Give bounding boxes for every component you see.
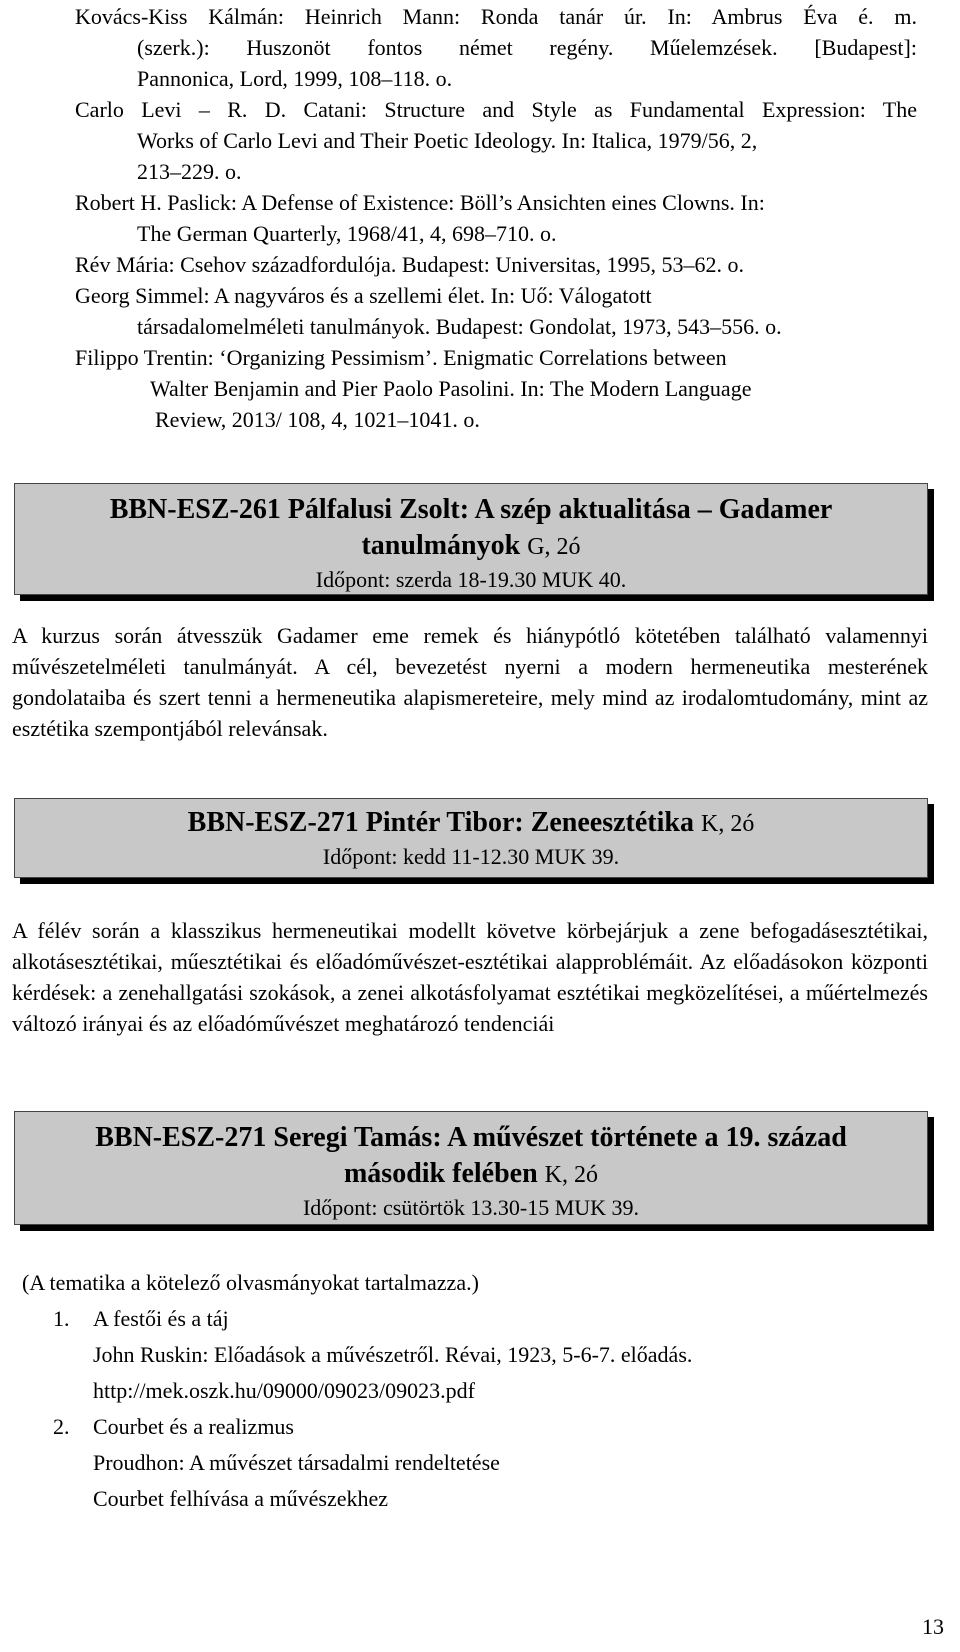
course-code: G, 2ó <box>527 534 581 560</box>
course-title-line-1: BBN-ESZ-271 Seregi Tamás: A művészet története a 19. század <box>95 1122 847 1153</box>
bib-entry-1-line-2: (szerk.): Huszonöt fontos német regény. Műelemzések. [Budapest]: <box>137 35 917 60</box>
course-time: Időpont: szerda 18-19.30 MUK 40. <box>315 567 627 592</box>
bib-entry-2-line-3: 213–229. o. <box>137 159 242 184</box>
course-time: Időpont: kedd 11-12.30 MUK 39. <box>322 844 620 869</box>
course-code: K, 2ó <box>544 1162 599 1188</box>
bib-entry-6-line-2: Walter Benjamin and Pier Paolo Pasolini. In: The Modern Language <box>150 376 752 401</box>
course-description-gadamer: A kurzus során átvesszük Gadamer eme remek és hiánypótló kötetében található valamennyi művészetelméleti tanulmányát. A cél, bevezetést nyerni a modern hermeneutika mesterének gondolataiba és szert tenni a hermeneutika alapismereteire, mely mind az irodalomtudomány, mint az esztétika szempontjából relevánsak. <box>12 623 928 741</box>
bib-entry-4-line-1: Rév Mária: Csehov századfordulója. Budapest: Universitas, 1995, 53–62. o. <box>75 252 745 277</box>
bib-entry-6-line-3: Review, 2013/ 108, 4, 1021–1041. o. <box>155 407 480 432</box>
course-title-line-2-text: második felében <box>343 1158 538 1189</box>
course-description-zeneesztetika: A félév során a klasszikus hermeneutikai modellt követve körbejárjuk a zene befogadásesztétikai, alkotásesztétikai, műesztétikai és előadóművészet-esztétikai alapproblémáit. Az előadásokon központi kérdések: a zenehallgatási szokások, a zenei alkotásfolyamat esztétikai megközelítései, a műértelmezés változó irányai és az előadóművészet meghatározó tendenciái <box>12 918 928 1036</box>
course-time: Időpont: csütörtök 13.30-15 MUK 39. <box>302 1195 640 1220</box>
bib-entry-5-line-2: társadalomelméleti tanulmányok. Budapest: Gondolat, 1973, 543–556. o. <box>137 314 782 339</box>
bib-entry-5-line-1: Georg Simmel: A nagyváros és a szellemi élet. In: Uő: Válogatott <box>75 283 652 308</box>
syllabus-item-1-number: 1. <box>53 1306 70 1331</box>
syllabus-item-1-reading-1: John Ruskin: Előadások a művészetről. Révai, 1923, 5-6-7. előadás. <box>93 1342 693 1367</box>
bib-entry-1-line-3: Pannonica, Lord, 1999, 108–118. o. <box>137 66 453 91</box>
course-header-zeneesztetika <box>14 798 928 878</box>
bib-entry-1-line-1: Kovács-Kiss Kálmán: Heinrich Mann: Ronda tanár úr. In: Ambrus Éva é. m. <box>75 4 917 29</box>
bib-entry-2-line-2: Works of Carlo Levi and Their Poetic Ideology. In: Italica, 1979/56, 2, <box>137 128 758 153</box>
syllabus-item-2-title: Courbet és a realizmus <box>93 1414 294 1439</box>
course-title-line-2 <box>15 528 927 565</box>
course-header-muveszettortenet <box>14 1111 928 1225</box>
bib-entry-6-line-1: Filippo Trentin: ‘Organizing Pessimism’. Enigmatic Correlations between <box>75 345 727 370</box>
bib-entry-3-line-2: The German Quarterly, 1968/41, 4, 698–710. o. <box>137 221 557 246</box>
course-title-line-2 <box>15 1156 927 1193</box>
syllabus-item-1-reading-2: http://mek.oszk.hu/09000/09023/09023.pdf <box>93 1378 475 1403</box>
course-title-text: BBN-ESZ-271 Pintér Tibor: Zeneesztétika <box>187 807 694 838</box>
syllabus-item-2-reading-2: Courbet felhívása a művészekhez <box>93 1486 389 1511</box>
course-title-line-1 <box>15 805 927 842</box>
course-code: K, 2ó <box>700 811 755 837</box>
bib-entry-2-line-1: Carlo Levi – R. D. Catani: Structure and Style as Fundamental Expression: The <box>75 97 917 122</box>
course-title-line-1: BBN-ESZ-261 Pálfalusi Zsolt: A szép aktualitása – Gadamer <box>109 494 833 525</box>
syllabus-note: (A tematika a kötelező olvasmányokat tartalmazza.) <box>22 1270 479 1295</box>
syllabus-item-1-title: A festői és a táj <box>93 1306 229 1331</box>
course-title-line-2-text: tanulmányok <box>361 530 521 561</box>
bib-entry-3-line-1: Robert H. Paslick: A Defense of Existence: Böll’s Ansichten eines Clowns. In: <box>75 190 765 215</box>
syllabus-item-2-reading-1: Proudhon: A művészet társadalmi rendeltetése <box>93 1450 500 1475</box>
syllabus-item-2-number: 2. <box>53 1414 70 1439</box>
course-header-gadamer <box>14 483 928 595</box>
page-number: 13 <box>922 1614 944 1639</box>
